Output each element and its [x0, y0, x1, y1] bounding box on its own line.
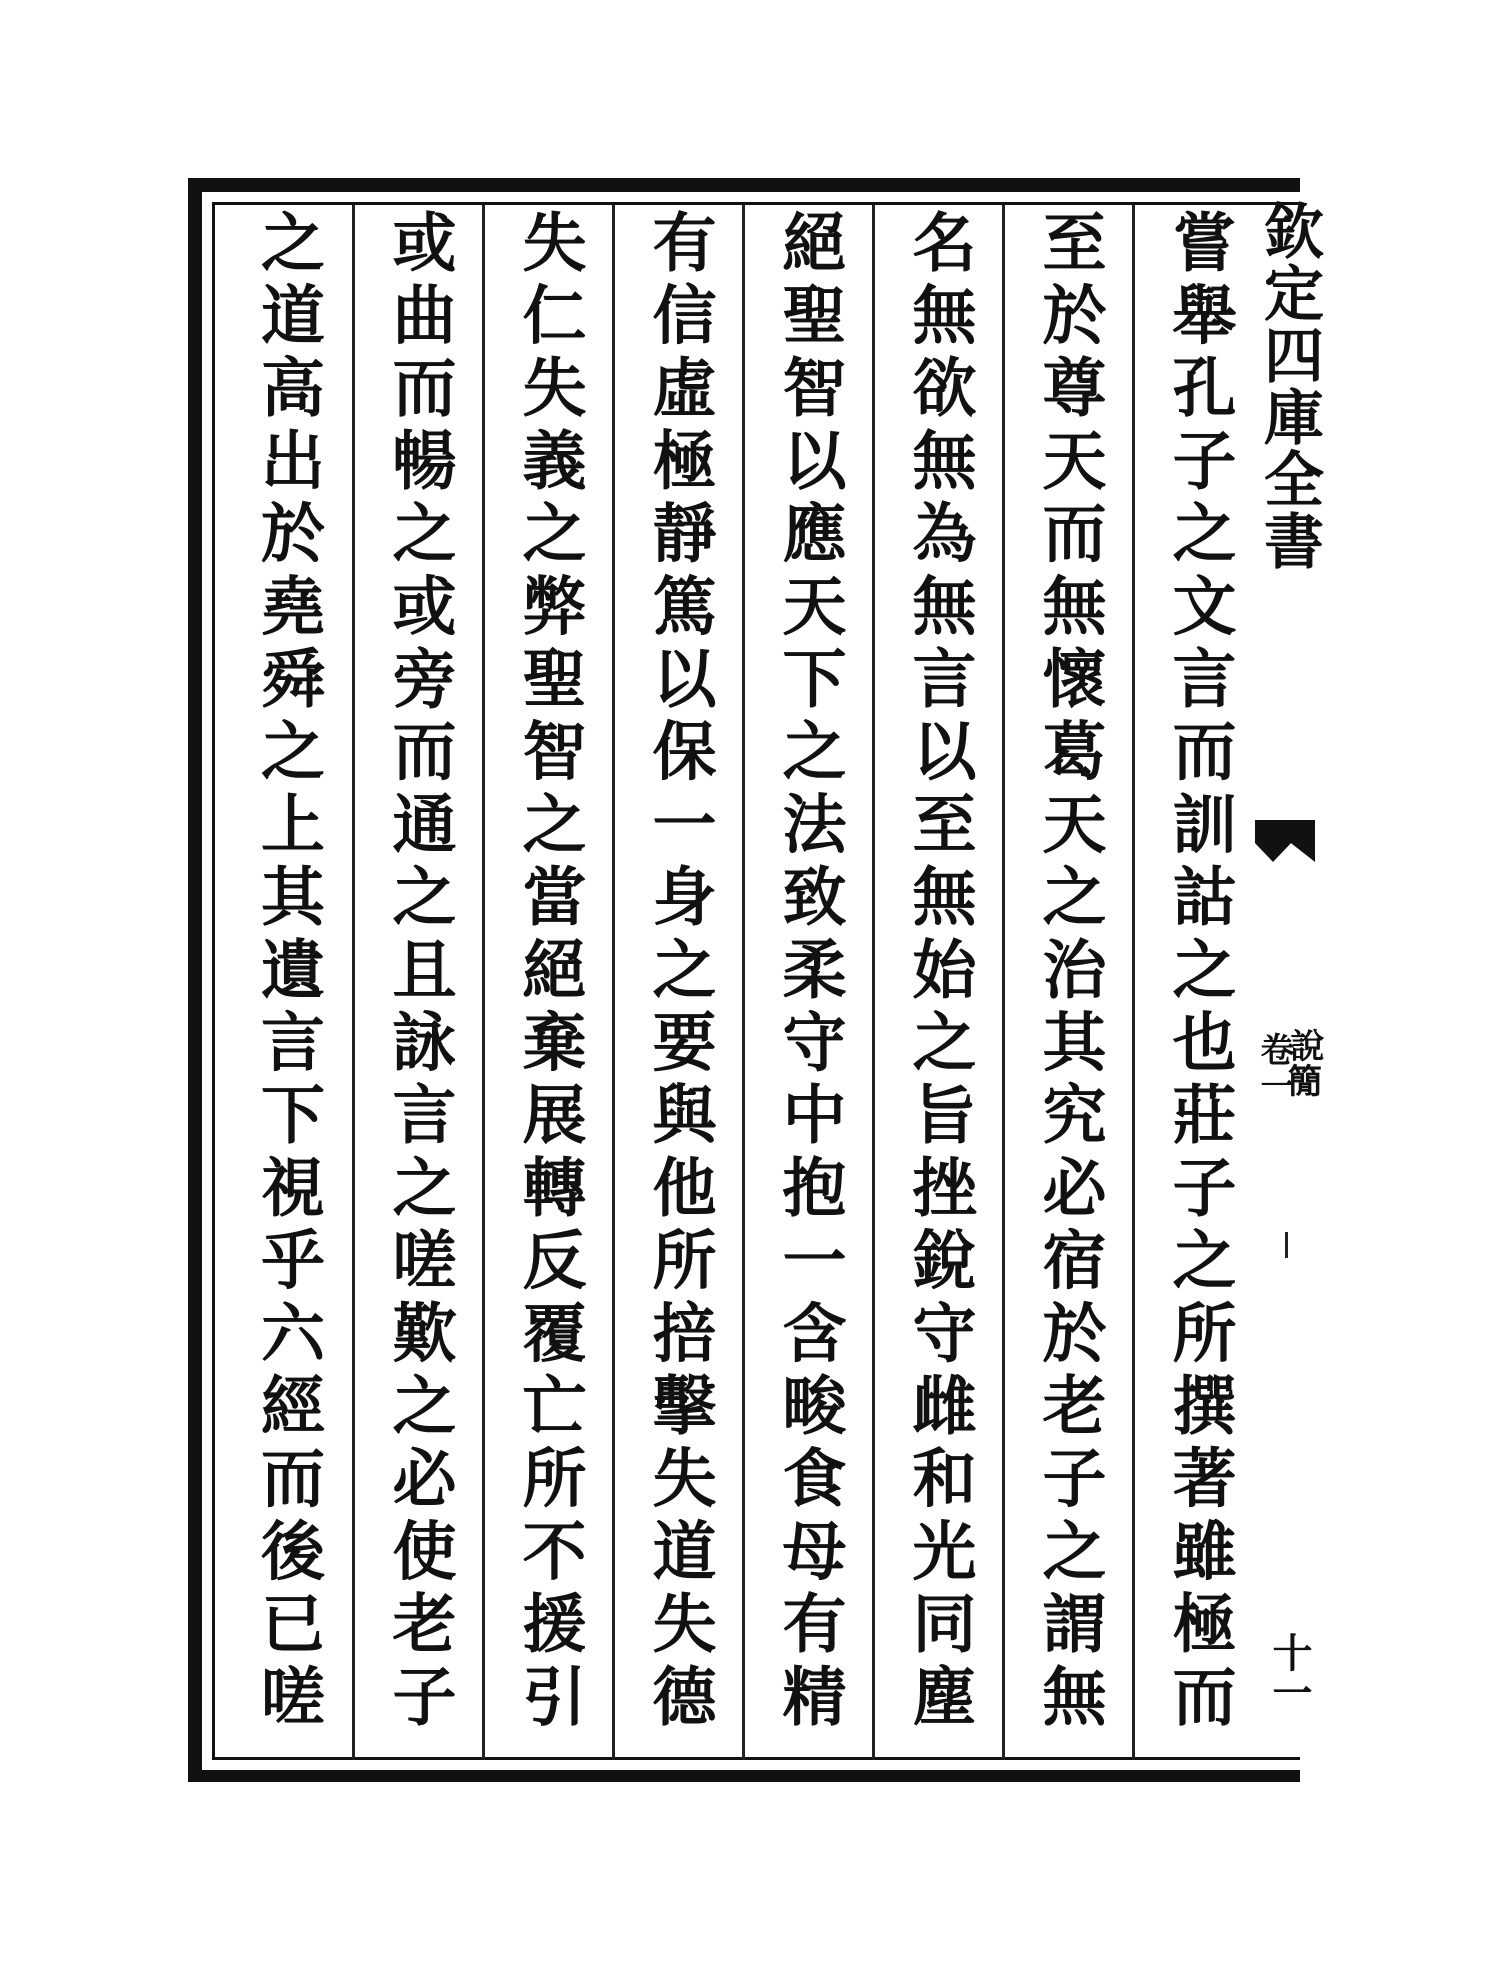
text-column [222, 205, 352, 1760]
text-column [1002, 205, 1132, 1760]
text-column [1132, 205, 1262, 1760]
text-column [352, 205, 482, 1760]
text-column [872, 205, 1002, 1760]
collection-title: 欽定四庫全書 [1254, 200, 1324, 572]
column-text: 絕聖智以應天下之法致柔守中抱一含畯食母有精 [771, 209, 847, 1736]
column-text: 有信虛極靜篤以保一身之要與他所掊擊失道失德 [641, 209, 717, 1736]
column-text: 或曲而暢之或旁而通之且詠言之嗟歎之必使老子 [381, 209, 457, 1736]
text-column [612, 205, 742, 1760]
margin-tick-mark [1285, 1232, 1288, 1258]
column-text: 名無欲無為無言以至無始之旨挫銳守雌和光同塵 [901, 209, 977, 1736]
text-column [742, 205, 872, 1760]
column-text: 之道高出於堯舜之上其遺言下視乎六經而後已嗟 [250, 209, 325, 1736]
fishtail-mark [1255, 820, 1315, 862]
column-text: 失仁失義之弊聖智之當絕棄展轉反覆亡所不援引 [511, 209, 587, 1736]
text-body [210, 205, 1262, 1760]
column-text: 至於尊天而無懷葛天之治其究必宿於老子之謂無 [1031, 209, 1107, 1736]
page-number: 十一 [1266, 1632, 1313, 1712]
book-title: 說𥳑 [1284, 1028, 1324, 1100]
text-column [482, 205, 612, 1760]
juan-label: 卷一 [1254, 1032, 1294, 1104]
page-margin-banxin [1255, 192, 1325, 1772]
column-text: 嘗舉孔子之文言而訓詁之也莊子之所撰著雖極而 [1161, 209, 1237, 1736]
